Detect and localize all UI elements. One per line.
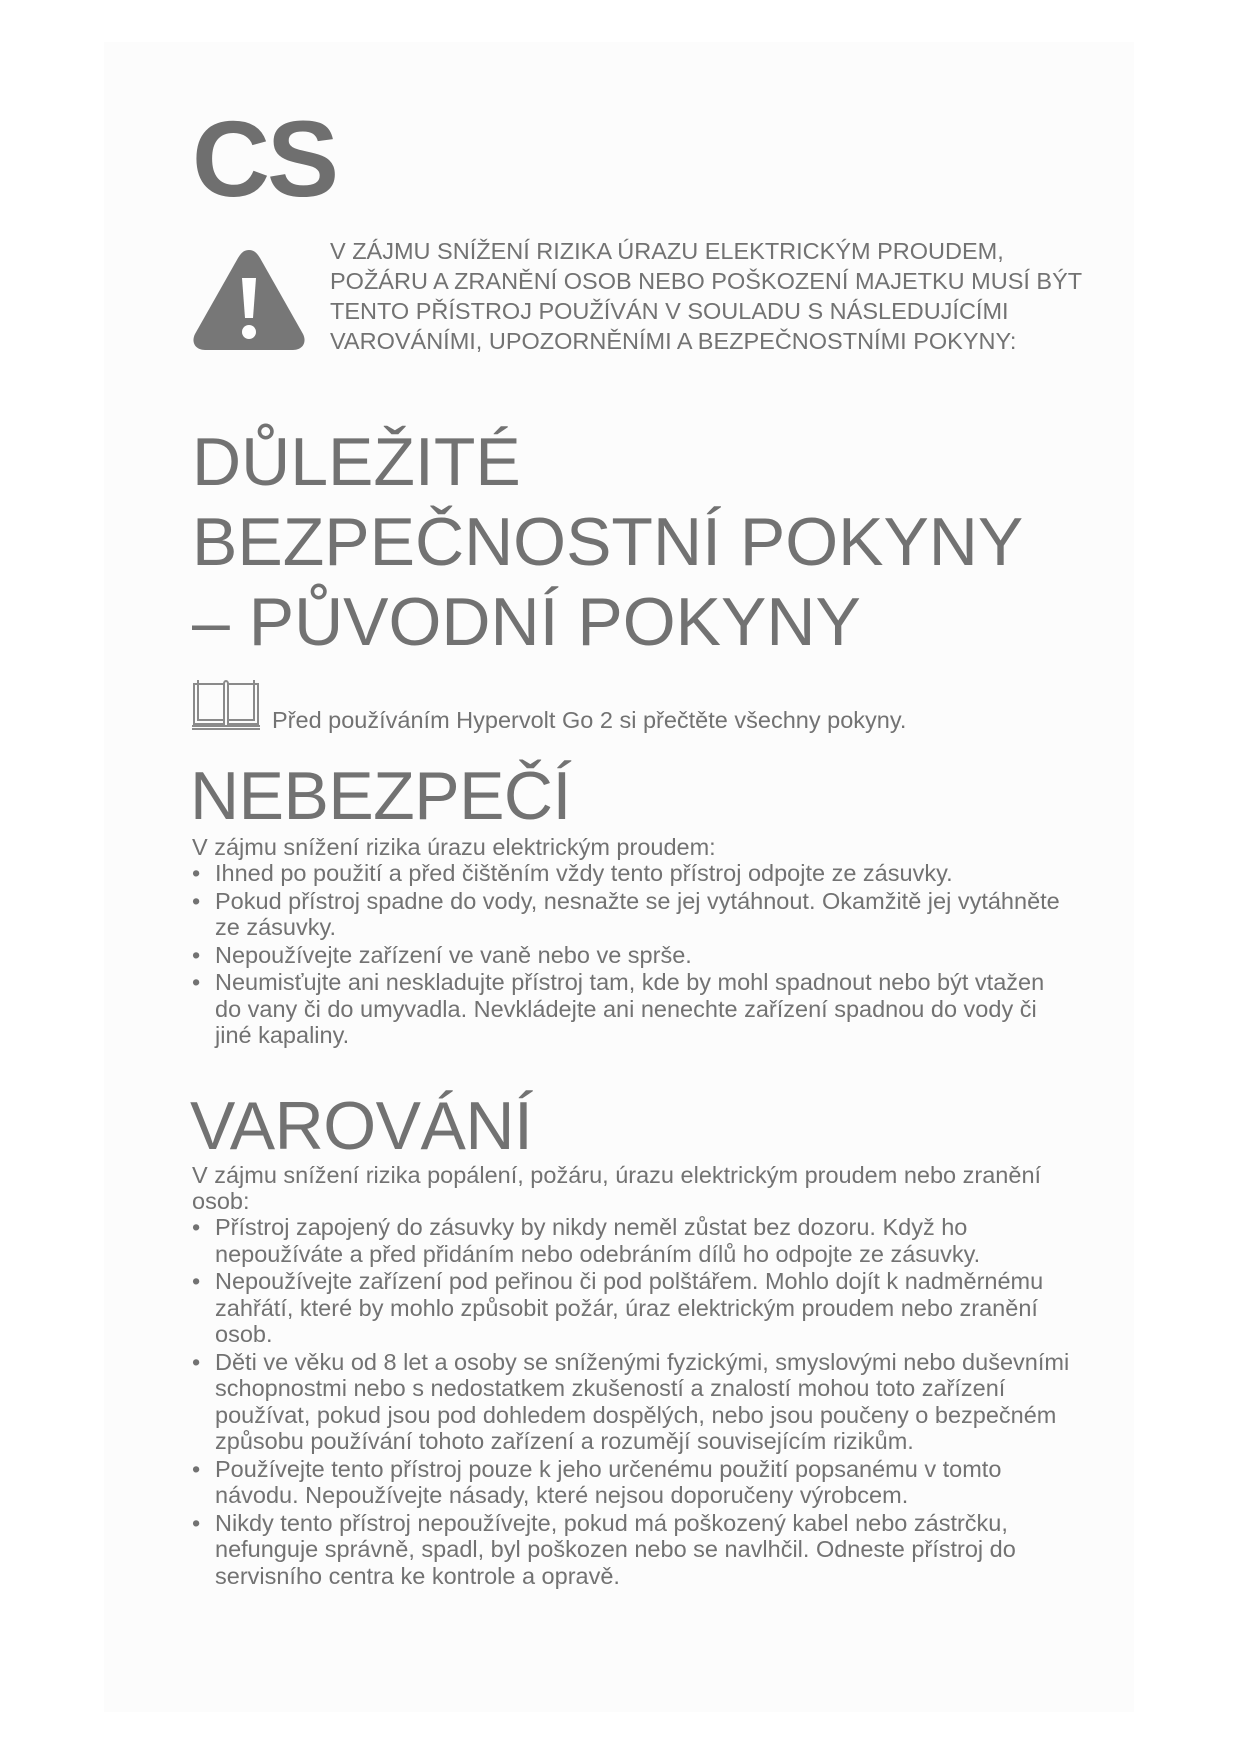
list-item: • Pokud přístroj spadne do vody, nesnažte se jej vytáhnout. Okamžitě jej vytáhněte ze zásuvky. bbox=[192, 888, 1072, 941]
warning-heading: VAROVÁNÍ bbox=[190, 1088, 533, 1164]
list-item: • Nepoužívejte zařízení ve vaně nebo ve sprše. bbox=[192, 942, 1072, 969]
open-book-icon bbox=[190, 676, 262, 732]
list-item: • Děti ve věku od 8 let a osoby se sníženými fyzickými, smyslovými nebo duševními schopnostmi nebo s nedostatkem zkušeností a znalostí mohou toto zařízení používat, pokud jsou pod dohledem dospělých, nebo jsou poučeny o bezpečném způsobu používání tohoto zařízení a rozumějí souvisejícím rizikům. bbox=[192, 1349, 1072, 1455]
danger-list bbox=[192, 860, 1072, 1050]
list-item: • Používejte tento přístroj pouze k jeho určenému použití popsanému v tomto návodu. Nepoužívejte násady, které nejsou doporučeny výrobcem. bbox=[192, 1456, 1072, 1509]
main-heading bbox=[192, 422, 1092, 662]
danger-heading: NEBEZPEČÍ bbox=[190, 758, 571, 834]
danger-intro: V zájmu snížení rizika úrazu elektrickým proudem: bbox=[192, 834, 716, 860]
main-heading-line-2: BEZPEČNOSTNÍ POKYNY bbox=[192, 504, 1024, 580]
warning-statement: V ZÁJMU SNÍŽENÍ RIZIKA ÚRAZU ELEKTRICKÝM PROUDEM, POŽÁRU A ZRANĚNÍ OSOB NEBO POŠKOZENÍ MAJETKU MUSÍ BÝT TENTO PŘÍSTROJ POUŽÍVÁN V SOULADU S NÁSLEDUJÍCÍMI VAROVÁNÍMI, UPOZORNĚNÍMI A BEZPEČNOSTNÍMI POKYNY: bbox=[330, 238, 1082, 354]
read-instructions-note: Před používáním Hypervolt Go 2 si přečtěte všechny pokyny. bbox=[272, 707, 907, 733]
main-heading-line-3: – PŮVODNÍ POKYNY bbox=[192, 584, 861, 660]
main-heading-line-1: DŮLEŽITÉ bbox=[192, 424, 521, 500]
list-item: • Neumisťujte ani neskladujte přístroj tam, kde by mohl spadnout nebo být vtažen do vany či do umyvadla. Nevkládejte ani nenechte zařízení spadnou do vody či jiné kapaliny. bbox=[192, 969, 1072, 1049]
list-item: • Přístroj zapojený do zásuvky by nikdy neměl zůstat bez dozoru. Když ho nepoužíváte a před přidáním nebo odebráním dílů ho odpojte ze zásuvky. bbox=[192, 1214, 1072, 1267]
list-item: • Ihned po použití a před čištěním vždy tento přístroj odpojte ze zásuvky. bbox=[192, 860, 1072, 887]
warning-list bbox=[192, 1214, 1072, 1590]
language-code: CS bbox=[192, 98, 337, 219]
list-item: • Nikdy tento přístroj nepoužívejte, pokud má poškozený kabel nebo zástrčku, nefunguje správně, spadl, byl poškozen nebo se navlhčil. Odneste přístroj do servisního centra ke kontrole a opravě. bbox=[192, 1510, 1072, 1590]
warning-intro: V zájmu snížení rizika popálení, požáru, úrazu elektrickým proudem nebo zranění osob: bbox=[192, 1162, 1042, 1214]
warning-triangle-icon bbox=[190, 244, 308, 354]
list-item: • Nepoužívejte zařízení pod peřinou či pod polštářem. Mohlo dojít k nadměrnému zahřátí, které by mohlo způsobit požár, úraz elektrickým proudem nebo zranění osob. bbox=[192, 1268, 1072, 1348]
